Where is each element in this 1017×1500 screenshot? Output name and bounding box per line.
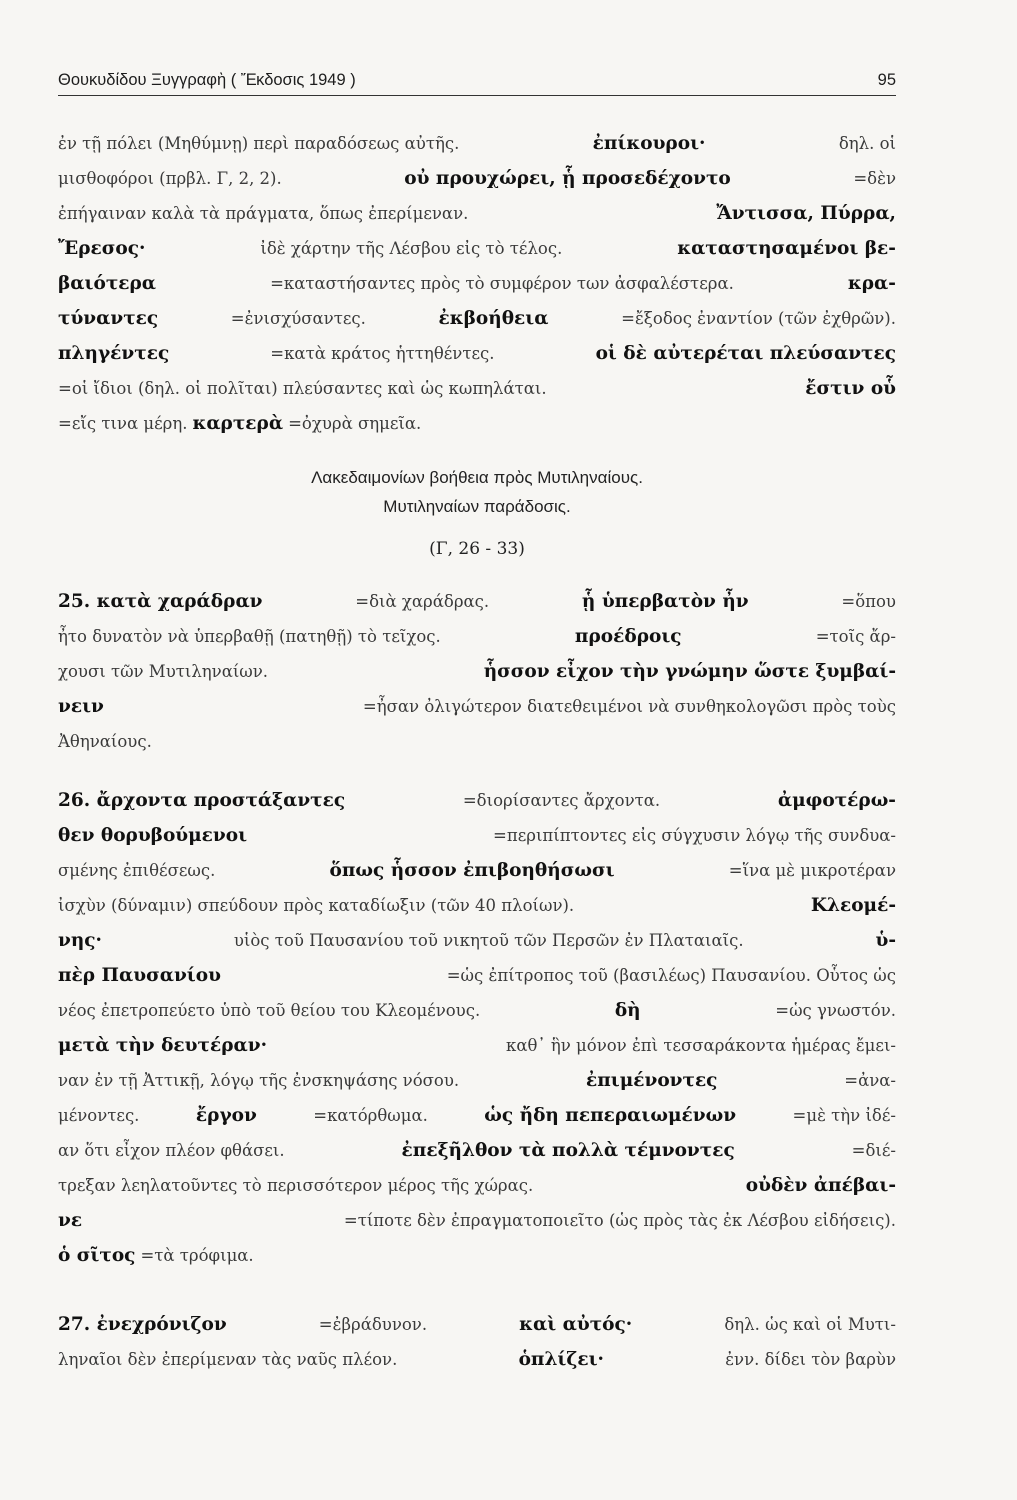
lemma: ἐκβοήθεια [438, 308, 549, 329]
text-line [58, 1307, 896, 1342]
gloss: =ἔξοδος ἐναντίον (τῶν ἐχθρῶν). [621, 309, 896, 328]
text-line [58, 1203, 896, 1238]
gloss: ἐπήγαιναν καλὰ τὰ πράγματα, ὅπως ἐπερίμεναν. [58, 204, 469, 223]
text-line [58, 161, 896, 196]
gloss: =ἐνισχύσαντες. [230, 309, 366, 328]
gloss: =ὡς ἐπίτροπος τοῦ (βασιλέως) Παυσανίου. Οὗτος ὡς [446, 966, 896, 985]
text-line [58, 958, 896, 993]
gloss: =κατόρθωμα. [313, 1106, 428, 1125]
lemma: ἐπίκουροι· [592, 133, 706, 154]
commentary-chapter-27 [58, 1307, 896, 1377]
gloss: =καταστήσαντες πρὸς τὸ συμφέρον των ἀσφαλέστερα. [270, 274, 734, 293]
text-line [58, 619, 896, 654]
lemma: θεν θορυβούμενοι [58, 825, 248, 846]
section-heading-line-1: Λακεδαιμονίων βοήθεια πρὸς Μυτιληναίους. [311, 468, 643, 487]
lemma: ἧσσον εἶχον τὴν γνώμην ὥστε ξυμβαί- [483, 661, 896, 682]
text-line [58, 853, 896, 888]
page-body [58, 126, 896, 1377]
lemma: Ἔρεσος· [58, 238, 146, 259]
gloss: υἱὸς τοῦ Παυσανίου τοῦ νικητοῦ τῶν Περσῶν ἐν Πλαταιαῖς. [233, 931, 744, 950]
lemma: προέδροις [574, 626, 682, 647]
gloss: ληναῖοι δὲν ἐπερίμεναν τὰς ναῦς πλέον. [58, 1350, 398, 1369]
lemma: ὁ σῖτος [58, 1245, 136, 1266]
text-line [58, 888, 896, 923]
lemma: καρτερὰ [192, 413, 284, 434]
gloss: =ἀνα- [844, 1071, 896, 1090]
text-line [58, 1133, 896, 1168]
section-heading-line-2: Μυτιληναίων παράδοσις. [383, 497, 571, 516]
lemma: καὶ αὐτός· [519, 1314, 633, 1335]
page-number: 95 [877, 71, 896, 89]
text-line [58, 1098, 896, 1133]
running-title: Θουκυδίδου Ξυγγραφὴ ( Ἔκδοσις 1949 ) [58, 71, 356, 89]
text-line [58, 126, 896, 161]
text-line [58, 1028, 896, 1063]
gloss: μισθοφόροι (πρβλ. Γ, 2, 2). [58, 169, 282, 188]
gloss: χουσι τῶν Μυτιληναίων. [58, 662, 269, 681]
gloss: μένοντες. [58, 1106, 140, 1125]
lemma: βαιότερα [58, 273, 157, 294]
gloss: ἐνν. δίδει τὸν βαρὺν [725, 1350, 896, 1369]
section-reference: (Γ, 26 - 33) [429, 539, 525, 559]
text-line [58, 1168, 896, 1203]
gloss: ἰδὲ χάρτην τῆς Λέσβου εἰς τὸ τέλος. [260, 239, 563, 258]
lemma: ὁπλίζει· [518, 1349, 604, 1370]
lemma: νε [58, 1210, 83, 1231]
gloss: =τίποτε δὲν ἐπραγματοποιεῖτο (ὡς πρὸς τὰς ἐκ Λέσβου εἰδήσεις). [343, 1211, 896, 1230]
gloss: σμένης ἐπιθέσεως. [58, 861, 216, 880]
text-line [58, 724, 896, 759]
text-line [58, 689, 896, 724]
gloss: =ἵνα μὲ μικροτέραν [728, 861, 896, 880]
lemma: Κλεομέ- [810, 895, 896, 916]
gloss: =μὲ τὴν ἰδέ- [792, 1106, 896, 1125]
lemma: καταστησαμένοι βε- [677, 238, 896, 259]
text-line [58, 584, 896, 619]
gloss: ἦτο δυνατὸν νὰ ὑπερβαθῇ (πατηθῇ) τὸ τεῖχος. [58, 627, 441, 646]
gloss: =διὰ χαράδρας. [355, 592, 490, 611]
lemma: ὑ- [875, 930, 896, 951]
gloss: =τοῖς ἄρ- [815, 627, 896, 646]
gloss: ἐν τῇ πόλει (Μηθύμνῃ) περὶ παραδόσεως αὐτῆς. [58, 134, 460, 153]
gloss: αν ὅτι εἶχον πλέον φθάσει. [58, 1141, 285, 1160]
lemma: 26. ἄρχοντα προστάξαντες [58, 790, 346, 811]
lemma: νης· [58, 930, 102, 951]
lemma: τύναντες [58, 308, 159, 329]
text-line [58, 301, 896, 336]
text-line [58, 1342, 896, 1377]
gloss: =κατὰ κράτος ἡττηθέντες. [270, 344, 495, 363]
lemma: ἐπεξῆλθον τὰ πολλὰ τέμνοντες [401, 1140, 735, 1161]
gloss: =δὲν [853, 169, 896, 188]
text-line [58, 923, 896, 958]
lemma: Ἄντισσα, Πύρρα, [716, 203, 896, 224]
section-heading [58, 463, 896, 521]
lemma: ὅπως ἧσσον ἐπιβοηθήσωσι [329, 860, 615, 881]
gloss: δηλ. οἱ [838, 134, 896, 153]
gloss: =τὰ τρόφιμα. [140, 1246, 254, 1265]
lemma: 27. ἐνεχρόνιζον [58, 1314, 227, 1335]
text-line [58, 654, 896, 689]
gloss: =ἦσαν ὀλιγώτερον διατεθειμένοι νὰ συνθηκολογῶσι πρὸς τοὺς [362, 697, 896, 716]
gloss: καθ᾿ ἣν μόνον ἐπὶ τεσσαράκοντα ἡμέρας ἔμει- [506, 1036, 896, 1055]
lemma: μετὰ τὴν δευτέραν· [58, 1035, 268, 1056]
gloss: ναν ἐν τῇ Ἀττικῇ, λόγῳ τῆς ἐνσκηψάσης νόσου. [58, 1071, 460, 1090]
text-line [58, 371, 896, 406]
text-line [58, 406, 896, 441]
text-line [58, 818, 896, 853]
gloss: =περιπίπτοντες εἰς σύγχυσιν λόγῳ τῆς συνδυα- [493, 826, 896, 845]
lemma: νειν [58, 696, 104, 717]
lemma: ὡς ἤδη πεπεραιωμένων [484, 1105, 737, 1126]
text-line [58, 993, 896, 1028]
gloss: =διορίσαντες ἄρχοντα. [462, 791, 661, 810]
gloss: νέος ἐπετροπεύετο ὑπὸ τοῦ θείου του Κλεομένους. [58, 1001, 481, 1020]
text-line [58, 336, 896, 371]
gloss: =εἴς τινα μέρη. [58, 414, 188, 433]
lemma: δὴ [614, 1000, 641, 1021]
lemma: κρα- [847, 273, 896, 294]
text-line [58, 1063, 896, 1098]
gloss: =ἐβράδυνον. [318, 1315, 428, 1334]
gloss: Ἀθηναίους. [58, 732, 152, 751]
gloss: =ὅπου [841, 592, 896, 611]
text-line [58, 196, 896, 231]
lemma: οὐδὲν ἀπέβαι- [745, 1175, 896, 1196]
text-line [58, 231, 896, 266]
commentary-chapter-26 [58, 783, 896, 1273]
gloss: ἰσχὺν (δύναμιν) σπεύδουν πρὸς καταδίωξιν (τῶν 40 πλοίων). [58, 896, 575, 915]
lemma: 25. κατὰ χαράδραν [58, 591, 263, 612]
commentary-block-intro [58, 126, 896, 441]
lemma: ἔστιν οὗ [805, 378, 896, 399]
running-header [58, 68, 896, 96]
gloss: =διέ- [851, 1141, 896, 1160]
lemma: οὐ προυχώρει, ᾗ προσεδέχοντο [404, 168, 731, 189]
commentary-chapter-25 [58, 584, 896, 759]
gloss: δηλ. ὡς καὶ οἱ Μυτι- [724, 1315, 896, 1334]
text-line [58, 783, 896, 818]
lemma: ἀμφοτέρω- [777, 790, 896, 811]
text-line [58, 266, 896, 301]
text-line [58, 1238, 896, 1273]
gloss: =ὀχυρὰ σημεῖα. [288, 414, 422, 433]
gloss: =ὡς γνωστόν. [775, 1001, 896, 1020]
lemma: ᾗ ὑπερβατὸν ἦν [581, 591, 749, 612]
lemma: πὲρ Παυσανίου [58, 965, 221, 986]
lemma: πληγέντες [58, 343, 170, 364]
lemma: οἱ δὲ αὐτερέται πλεύσαντες [595, 343, 896, 364]
gloss: =οἱ ἴδιοι (δηλ. οἱ πολῖται) πλεύσαντες καὶ ὡς κωπηλάται. [58, 379, 547, 398]
lemma: ἔργον [195, 1105, 257, 1126]
gloss: τρεξαν λεηλατοῦντες τὸ περισσότερον μέρος τῆς χώρας. [58, 1176, 534, 1195]
lemma: ἐπιμένοντες [585, 1070, 718, 1091]
